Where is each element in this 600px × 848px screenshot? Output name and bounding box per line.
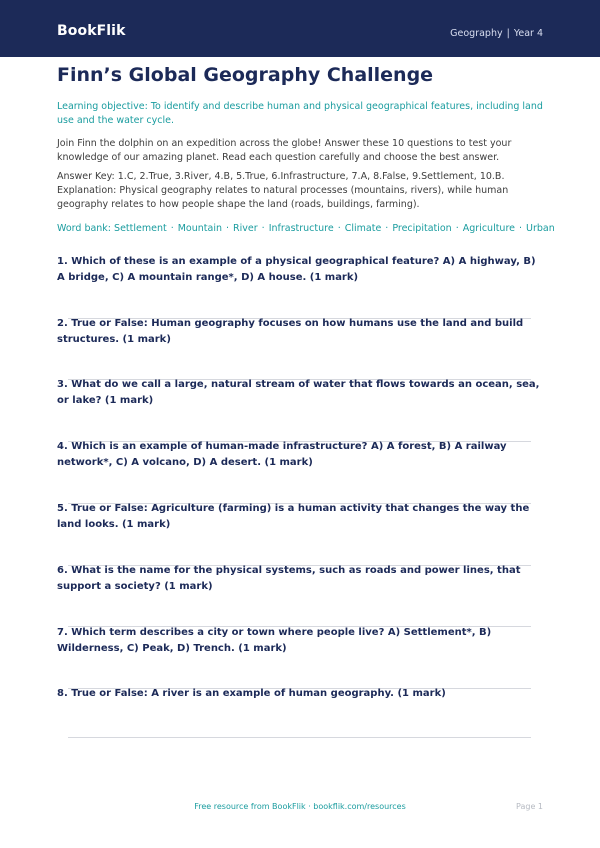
question-6: 6. What is the name for the physical systems, such as roads and power lines, that support a society? (1 mark) — [57, 565, 521, 592]
page-number: Page 1 — [516, 802, 543, 811]
learning-objective: Learning objective: To identify and describe human and physical geographical features, including land use and the water cycle. — [57, 101, 543, 126]
question-8: 8. True or False: A river is an example of human geography. (1 mark) — [57, 688, 446, 699]
word-bank-separator: · — [455, 223, 459, 234]
word-bank-word: Climate — [344, 223, 382, 234]
subject-label: Geography — [450, 28, 503, 39]
word-bank-word: Precipitation — [392, 223, 452, 234]
header-subject-year — [450, 28, 543, 39]
footer-text: Free resource from BookFlik · bookflik.com/resources — [194, 802, 406, 811]
answer-line-8[interactable] — [68, 737, 531, 738]
page-header — [0, 0, 600, 57]
question-4: 4. Which is an example of human-made infrastructure? A) A forest, B) A railway network*, C) A volcano, D) A desert. (1 mark) — [57, 441, 507, 468]
word-bank-separator: · — [337, 223, 341, 234]
word-bank-word: Mountain — [177, 223, 222, 234]
year-label: Year 4 — [513, 28, 543, 39]
word-bank-word: Urban — [526, 223, 555, 234]
answer-key: Answer Key: 1.C, 2.True, 3.River, 4.B, 5.True, 6.Infrastructure, 7.A, 8.False, 9.Settlement, 10.B. Explanation: Physical geography relates to natural processes (mountains, rivers), while human geography relates to how people shape the land (roads, buildings, farming). — [57, 171, 509, 210]
word-bank-separator: · — [261, 223, 265, 234]
word-bank-separator: · — [226, 223, 230, 234]
word-bank-separator: · — [385, 223, 389, 234]
question-5: 5. True or False: Agriculture (farming) is a human activity that changes the way the land looks. (1 mark) — [57, 503, 530, 530]
word-bank-word: Agriculture — [462, 223, 515, 234]
word-bank-separator: · — [519, 223, 523, 234]
brand-logo-text: BookFlik — [57, 23, 126, 39]
word-bank-word: Settlement — [114, 223, 167, 234]
question-2: 2. True or False: Human geography focuses on how humans use the land and build structures. (1 mark) — [57, 318, 524, 345]
word-bank — [57, 223, 555, 234]
word-bank-label: Word bank: — [57, 223, 112, 234]
word-bank-word: River — [233, 223, 258, 234]
question-1: 1. Which of these is an example of a physical geographical feature? A) A highway, B) A bridge, C) A mountain range*, D) A house. (1 mark) — [57, 256, 536, 283]
header-separator: | — [506, 28, 510, 39]
question-3: 3. What do we call a large, natural stream of water that flows towards an ocean, sea, or lake? (1 mark) — [57, 379, 540, 406]
word-bank-word: Infrastructure — [268, 223, 334, 234]
intro-paragraph: Join Finn the dolphin on an expedition across the globe! Answer these 10 questions to test your knowledge of our amazing planet. Read each question carefully and choose the best answer. — [57, 138, 512, 163]
question-7: 7. Which term describes a city or town where people live? A) Settlement*, B) Wilderness, C) Peak, D) Trench. (1 mark) — [57, 627, 492, 654]
word-bank-separator: · — [170, 223, 174, 234]
page-title: Finn’s Global Geography Challenge — [57, 64, 434, 86]
